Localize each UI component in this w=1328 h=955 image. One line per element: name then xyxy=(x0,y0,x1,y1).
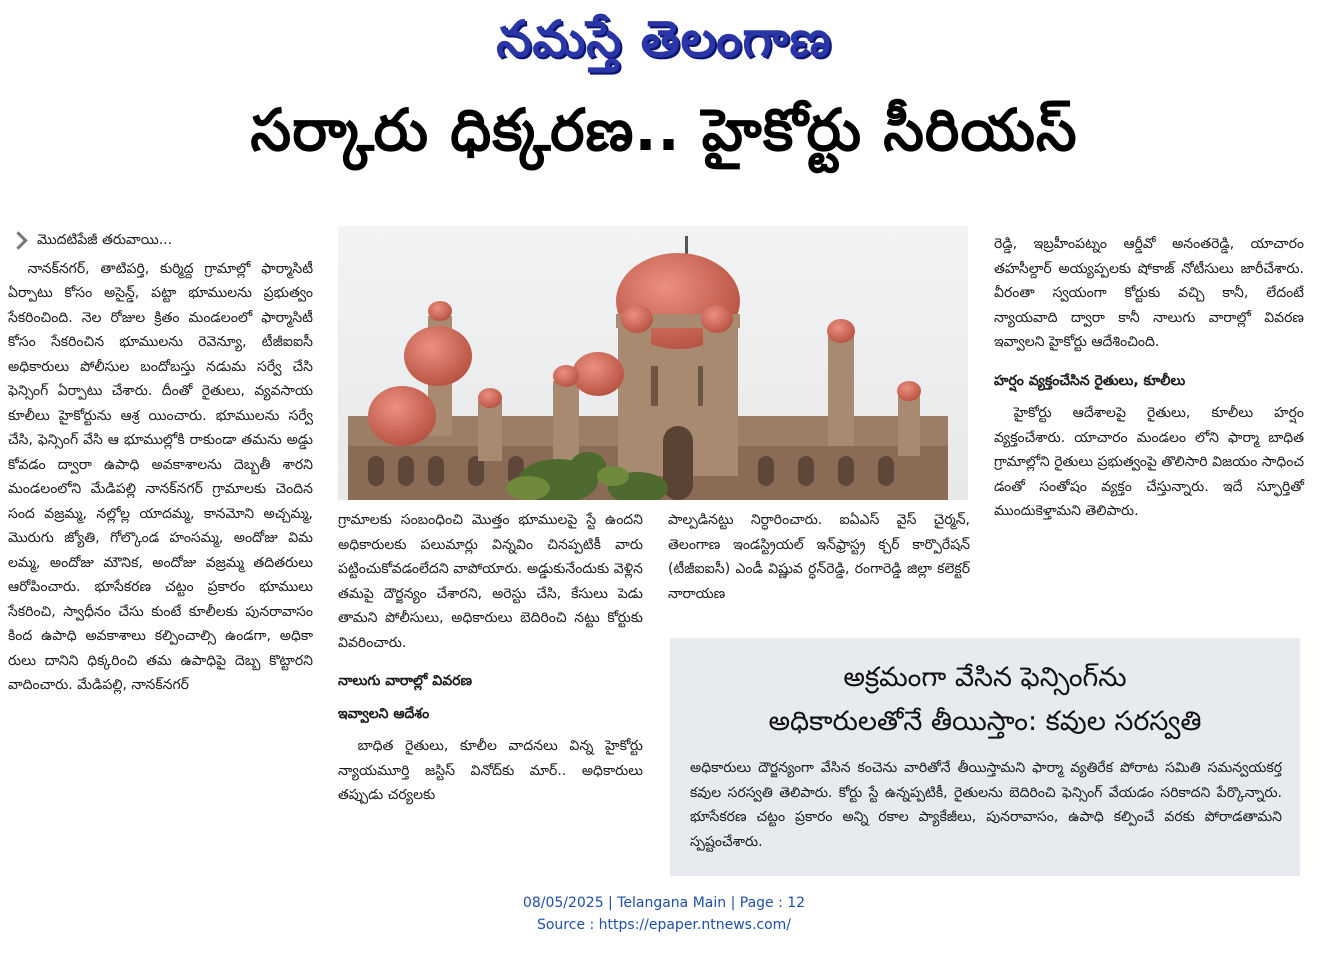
headline: సర్కారు ధిక్కరణ.. హైకోర్టు సీరియస్ xyxy=(250,96,1078,164)
quote-title-line: అధికారులతోనే తీయిస్తాం: కవుల సరస్వతి xyxy=(768,706,1202,737)
quote-box-body: అధికారులు దౌర్జన్యంగా వేసిన కంచెను వారితోనే తీయిస్తామని ఫార్మా వ్యతిరేక పోరాట సమితి సమన్వయకర్త కవుల సరస్వతి తెలిపారు. కోర్టు స్టే ఉన్నప్పటికీ, రైతులను బెదిరించి ఫెన్సింగ్ వేయడం సరికాదని పేర్కొన్నారు. భూసేకరణ చట్టం ప్రకారం అన్ని రకాల ప్యాకేజీలు, పునరావాసం, ఉపాధి కల్పించే వరకు పోరాడతామని స్పష్టంచేశారు. xyxy=(690,760,1282,850)
masthead: నమస్తే తెలంగాణ xyxy=(496,10,832,68)
subheading: ఇవ్వాలని ఆదేశం xyxy=(338,705,430,722)
quote-title-line: అక్రమంగా వేసిన ఫెన్సింగ్‌ను xyxy=(843,662,1127,693)
continued-label: మొదటిపేజీ తరువాయి... xyxy=(37,232,173,248)
chevron-right-icon xyxy=(9,231,27,249)
subheading: హర్షం వ్యక్తంచేసిన రైతులు, కూలీలు xyxy=(994,372,1186,389)
article-paragraph: రెడ్డి, ఇబ్రహీంపట్నం ఆర్డీవో అనంతరెడ్డి, యాచారం తహసీల్దార్ అయ్యప్పలకు షోకాజ్ నోటీసులు జారీచేశారు. వీరంతా స్వయంగా కోర్టుకు వచ్చి కానీ, లేదంటే న్యాయవాది ద్వారా కానీ నాలుగు వారాల్లో వివరణ ఇవ్వాలని హైకోర్టు ఆదేశించింది. xyxy=(994,236,1304,350)
continued-marker xyxy=(8,228,313,253)
article-column-1 xyxy=(8,228,313,698)
article-paragraph: పాల్పడినట్టు నిర్ధారించారు. ఐఏఎస్ వైస్ చైర్మన్, తెలంగాణ ఇండస్ట్రియల్ ఇన్‌ఫ్రాస్ట్ర క్చర్ కార్పొరేషన్ (టీజీఐఐసీ) ఎండీ విష్ణువ ర్ధన్‌రెడ్డి, రంగారెడ్డి జిల్లా కలెక్టర్ నారాయణ xyxy=(668,512,970,602)
quote-box xyxy=(670,638,1300,876)
article-paragraph: హైకోర్టు ఆదేశాలపై రైతులు, కూలీలు హర్షం వ్యక్తంచేశారు. యాచారం మండలం లోని ఫార్మా బాధిత గ్రామాల్లోని రైతులు ప్రభుత్వంపై తొలిసారి విజయం సాధించ డంతో సంతోషం వ్యక్తం చేస్తున్నారు. ఇదే స్ఫూర్తితో ముందుకెళ్తామని తెలిపారు. xyxy=(994,405,1304,519)
article-paragraph: బాధిత రైతులు, కూలీల వాదనలు విన్న హైకోర్టు న్యాయమూర్తి జస్టిస్ వినోద్‌కు మార్.. అధికారులు తప్పుడు చర్యలకు xyxy=(338,738,643,803)
edition-info: 08/05/2025 | Telangana Main | Page : 12 xyxy=(522,895,806,911)
page-footer xyxy=(0,892,1328,936)
high-court-photo xyxy=(338,226,968,500)
article-paragraph: గ్రామాలకు సంబంధించి మొత్తం భూములపై స్టే ఉందని అధికారులకు పలుమార్లు విన్నవిం చినప్పటికీ వారు పట్టించుకోవడంలేదని వాపోయారు. అడ్డుకునేందుకు వెళ్లిన తమపై దౌర్జన్యం చేశారని, అరెస్టు చేసి, కేసులు పెడు తామని పోలీసులు, అధికారులు బెదిరించి నట్టు కోర్టుకు వివరించారు. xyxy=(338,512,643,651)
quote-box-title xyxy=(670,656,1300,744)
article-column-4 xyxy=(994,232,1304,524)
article-column-2 xyxy=(338,508,643,808)
article-column-3 xyxy=(668,508,970,606)
subheading: నాలుగు వారాల్లో వివరణ xyxy=(338,673,473,689)
source-link[interactable]: Source : https://epaper.ntnews.com/ xyxy=(536,917,792,933)
article-paragraph: నానక్‌నగర్, తాటిపర్తి, కుర్మిద్ద గ్రామాల్లో ఫార్మాసిటీ ఏర్పాటు కోసం అసైన్డ్, పట్టా భూములను ప్రభుత్వం సేకరించింది. నెల రోజుల క్రితం మండలంలో ఫార్మాసిటీ కోసం సేకరించిన భూములను రెవెన్యూ, టీజీఐఐసీ అధికారులు పోలీసుల బందోబస్తు నడుమ సర్వే చేసి ఫెన్సింగ్ ఏర్పాటు చేశారు. దీంతో రైతులు, వ్యవసాయ కూలీలు హైకోర్టును ఆశ్ర యించారు. భూములను సర్వే చేసి, ఫెన్సింగ్ వేసి ఆ భూముల్లోకి రాకుండా తమను అడ్డు కోవడం ద్వారా ఉపాధి అవకాశాలను దెబ్బతీ శారని మండలంలోని మేడిపల్లి నానక్‌నగర్ గ్రామాలకు చెందిన సంద వజ్రమ్మ, నల్లోల్ల యాదమ్మ, కానమోని అచ్చమ్మ, మొరుగు జ్యోతి, గోల్కొండ హంసమ్మ, అందోజు విమ లమ్మ, అందోజు మౌనిక, అందోజు వజ్రమ్మ తదితరులు ఆరోపించారు. భూసేకరణ చట్టం ప్రకారం భూములు సేకరించి, స్వాధీనం చేసు కుంటే కూలీలకు పునరావాసం కింద ఉపాధి అవకాశాలు కల్పించాల్సి ఉండగా, అధికా రులు దానిని ధిక్కరించి తమ ఉపాధిపై దెబ్బ కొట్టారని వాదించారు. మేడిపల్లి, నానక్‌నగర్ xyxy=(8,260,313,693)
